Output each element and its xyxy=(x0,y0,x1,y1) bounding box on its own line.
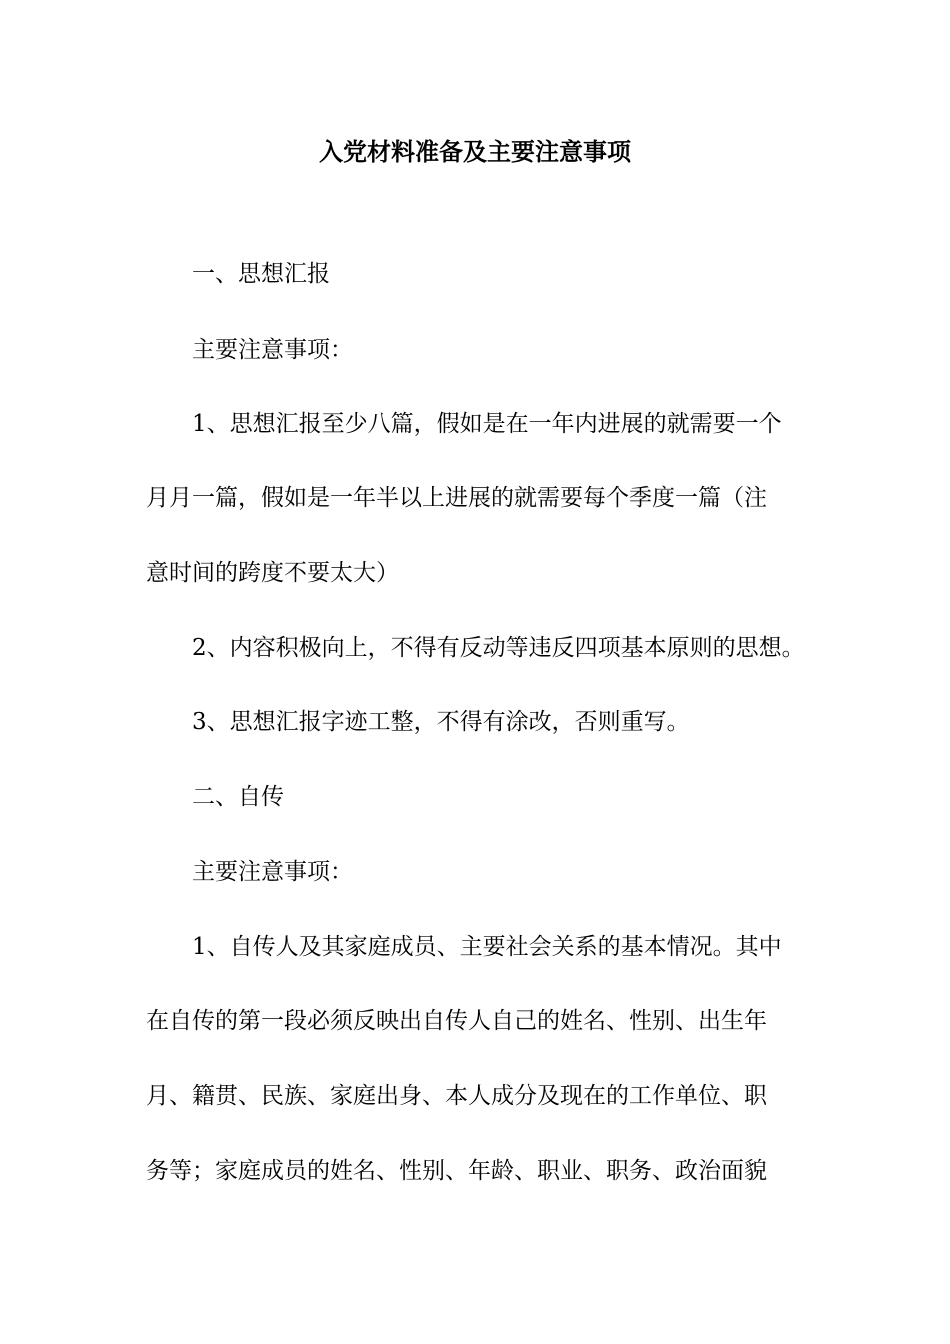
paragraph-line: 务等；家庭成员的姓名、性别、年龄、职业、职务、政治面貌 xyxy=(146,1158,767,1184)
notes-heading: 主要注意事项： xyxy=(192,337,353,363)
paragraph-line: 意时间的跨度不要太大） xyxy=(146,560,399,586)
notes-heading: 主要注意事项： xyxy=(192,859,353,885)
document-title: 入党材料准备及主要注意事项 xyxy=(319,137,631,166)
paragraph-line: 1、自传人及其家庭成员、主要社会关系的基本情况。其中 xyxy=(192,934,782,960)
section-heading-thought-report: 一、思想汇报 xyxy=(192,261,330,287)
paragraph-line: 2、内容积极向上，不得有反动等违反四项基本原则的思想。 xyxy=(192,635,805,661)
section-heading-autobiography: 二、自传 xyxy=(192,784,284,810)
paragraph-line: 3、思想汇报字迹工整，不得有涂改，否则重写。 xyxy=(192,709,690,735)
paragraph-line: 月月一篇，假如是一年半以上进展的就需要每个季度一篇（注 xyxy=(146,485,767,511)
paragraph-line: 1、思想汇报至少八篇，假如是在一年内进展的就需要一个 xyxy=(192,411,782,437)
paragraph-line: 月、籍贯、民族、家庭出身、本人成分及现在的工作单位、职 xyxy=(146,1083,767,1109)
paragraph-line: 在自传的第一段必须反映出自传人自己的姓名、性别、出生年 xyxy=(146,1008,767,1034)
